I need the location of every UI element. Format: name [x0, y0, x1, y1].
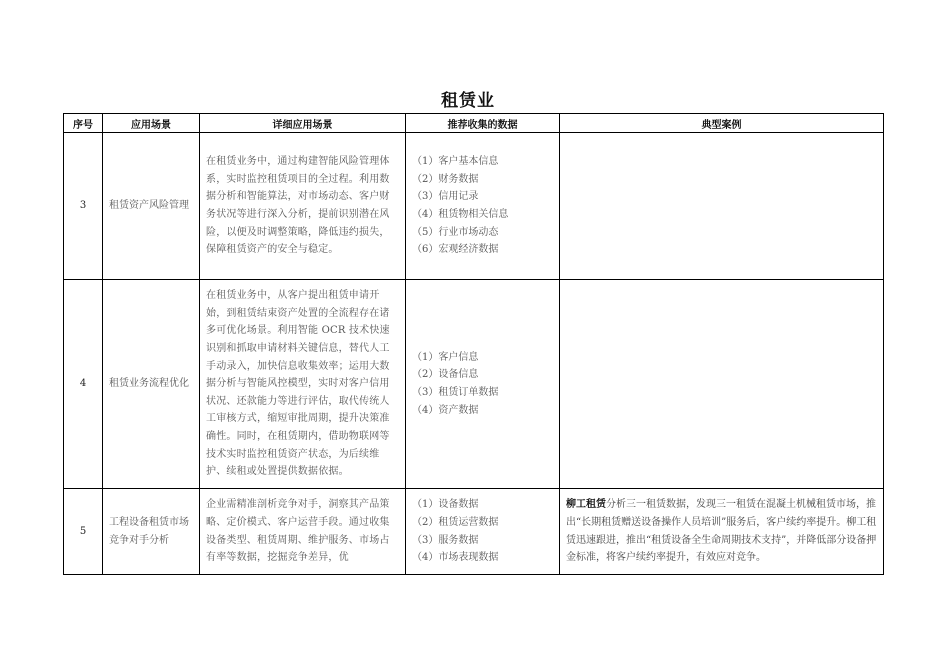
- data-item: （4）租赁物相关信息: [412, 209, 509, 220]
- row-number: 4: [64, 280, 103, 489]
- data-item: （4）市场表现数据: [412, 552, 499, 564]
- scene-cell: 租赁业务流程优化: [103, 280, 200, 489]
- data-item: （2）财务数据: [412, 173, 479, 185]
- data-list: [412, 349, 553, 419]
- data-item: （3）信用记录: [412, 191, 479, 203]
- header-case: 典型案例: [560, 114, 884, 133]
- row-number: 5: [64, 489, 103, 575]
- case-text: 分析三一租赁数据，发现三一租赁在混凝土机械租赁市场，推出“长期租赁赠送设备操作人员培训”服务后，客户续约率提升。柳工租赁迅速跟进，推出“租赁设备全生命周期技术支持”，并降低部分设备押金标准，将客户续约率提升，有效应对竞争。: [566, 499, 877, 564]
- data-item: （6）宏观经济数据: [412, 244, 499, 256]
- case-cell: [560, 133, 884, 280]
- case-cell: [560, 280, 884, 489]
- case-company: 柳工租赁: [566, 499, 606, 511]
- data-list: [412, 153, 553, 259]
- data-item: （4）资产数据: [412, 404, 479, 416]
- table-row: [64, 133, 884, 280]
- header-data: 推荐收集的数据: [406, 114, 560, 133]
- detail-cell: 企业需精准剖析竞争对手，洞察其产品策略、定价模式、客户运营手段。通过收集设备类型、租赁周期、维护服务、市场占有率等数据，挖掘竞争差异，优: [200, 489, 406, 575]
- page-title: 租赁业: [441, 91, 495, 111]
- data-item: （1）客户信息: [412, 351, 479, 363]
- detail-cell: 在租赁业务中，通过构建智能风险管理体系，实时监控租赁项目的全过程。利用数据分析和智能算法，对市场动态、客户财务状况等进行深入分析，提前识别潜在风险，以便及时调整策略，降低违约损失，保障租赁资产的安全与稳定。: [200, 133, 406, 280]
- header-detail: 详细应用场景: [200, 114, 406, 133]
- data-item: （3）租赁订单数据: [412, 387, 499, 398]
- data-item: （2）租赁运营数据: [412, 516, 499, 528]
- scene-cell: 租赁资产风险管理: [103, 133, 200, 280]
- row-number: 3: [64, 133, 103, 280]
- detail-cell: 在租赁业务中，从客户提出租赁申请开始，到租赁结束资产处置的全流程存在诸多可优化场景。利用智能 OCR 技术快速识别和抓取申请材料关键信息，替代人工手动录入，加快信息收集效率；运用大数据分析与智能风控模型，实时对客户信用状况、还款能力等进行评估，取代传统人工审核方式，缩短审批周期，提升决策准确性。同时，在租赁期内，借助物联网等技术实时监控租赁资产状态，为后续维护、续租或处置提供数据依据。: [200, 280, 406, 489]
- scene-cell: 工程设备租赁市场竞争对手分析: [103, 489, 200, 575]
- header-no: 序号: [64, 114, 103, 133]
- data-cell: [406, 280, 560, 489]
- data-item: （5）行业市场动态: [412, 226, 499, 238]
- case-cell: [560, 489, 884, 575]
- scenario-table: [63, 113, 884, 575]
- data-cell: [406, 489, 560, 575]
- data-list: [412, 496, 553, 566]
- table-row: [64, 280, 884, 489]
- table-row: [64, 489, 884, 575]
- table-header-row: [64, 114, 884, 133]
- data-item: （2）设备信息: [412, 369, 479, 381]
- data-item: （1）设备数据: [412, 499, 479, 511]
- header-scene: 应用场景: [103, 114, 200, 133]
- data-cell: [406, 133, 560, 280]
- data-item: （3）服务数据: [412, 534, 479, 546]
- data-item: （1）客户基本信息: [412, 156, 499, 168]
